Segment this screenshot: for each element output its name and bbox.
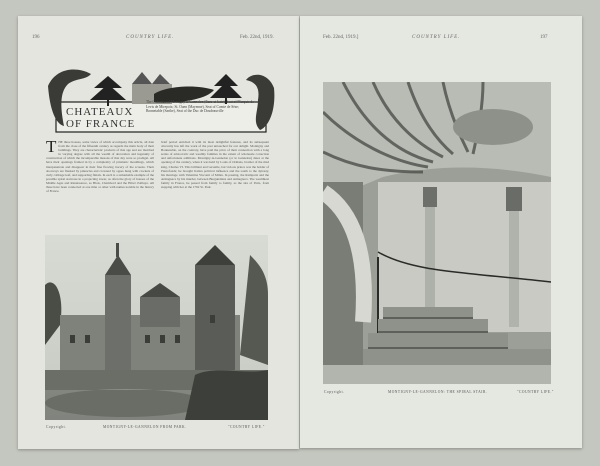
photo-credit: Copyright. (46, 425, 67, 429)
title-line-1: CHATEAUX (66, 106, 134, 118)
page-number: 196 (32, 35, 40, 40)
article-subtitle: The Châteaux of Montigny le Gannelon (Eure-et-Loir), Seat of Marquis de Levis de Mirepoix; St. Ouen (Mayenne), Seat of Comte de Sèze; Bonnetable (Sarthe), Seat of the Duc de Doudeauville (146, 100, 254, 114)
page-number: 197 (540, 35, 548, 40)
chateau-photo (45, 235, 268, 420)
masthead: COUNTRY LIFE. (126, 35, 175, 40)
body-column-1 (46, 140, 154, 235)
issue-date: Feb. 22nd, 1919.] (323, 35, 359, 40)
photo-credit-magazine: "COUNTRY LIFE." (517, 390, 554, 394)
spiral-stair-photo (323, 82, 551, 384)
article-title (66, 106, 135, 130)
photo-credit: Copyright. (324, 390, 345, 394)
photo-caption: MONTIGNY-LE-GANNELON FROM PARK. (103, 425, 187, 429)
body-text: HE three houses, some views of which accompany this article, all date from the close of the fifteenth century as regards the main body of their buildings. They are characteristic products of that age and are matched in varying degree with all the wealth of decoration and ingenuity of construction of which the incomparable masons of that day were so prodigal. All have their openings framed in by a complexity of prismatic mouldings, which interpenetrate and disappear in their fine flowing tracery of the screens. Their doorways are flanked by pinnacles and crowned by ogees hung with crockets of curly cabbage leaf, and supporting finials. In each is a remarkable example of the possible spiral staircase in a projecting tower, as often the glory of houses of the Middle Ages and Renaissance, as Blois, Chambord and the Hôtel d'Alluye. All three have been connected at one time or other with names notable in the history of France. (46, 140, 154, 194)
body-column-2: brief period enriched it with its most delightful features, and its subsequent obscurity has left the work of the past untouched for our delight. Montigny and Bonnetable, on the contrary, have paid the price of their connection with a long series of aristocratic and wealthy families in the extent of wholesale correction and unfortunate additions. Montigny-le-Gannelon (or le Gannelon) dates at the opening of the century, when it was held by Louis of Orléans, brother of the mad king, Charles VI. This brilliant and versatile, but vicious prince was the holder of Pierrefonds; he brought Italian political influence and the south to the dynasty, his marriage with Valentina Visconti of Milan. In passing, the Ramparts and the Armagnacs by his murder, between Burgundians and Armagnacs. The wealthiest family in France, he passed from family to family, as the sire of Paris, from stepping with her at the 1762 St. Paul. (161, 140, 269, 190)
masthead: COUNTRY LIFE. (412, 35, 461, 40)
photo-caption: MONTIGNY-LE-GANNELON: THE SPIRAL STAIR. (388, 390, 488, 394)
right-page (300, 16, 582, 448)
drop-cap: T (46, 140, 57, 156)
left-page (18, 16, 299, 449)
photo-credit-magazine: "COUNTRY LIFE." (228, 425, 265, 429)
title-line-2: OF FRANCE (66, 118, 136, 130)
issue-date: Feb. 22nd, 1919. (240, 35, 274, 40)
